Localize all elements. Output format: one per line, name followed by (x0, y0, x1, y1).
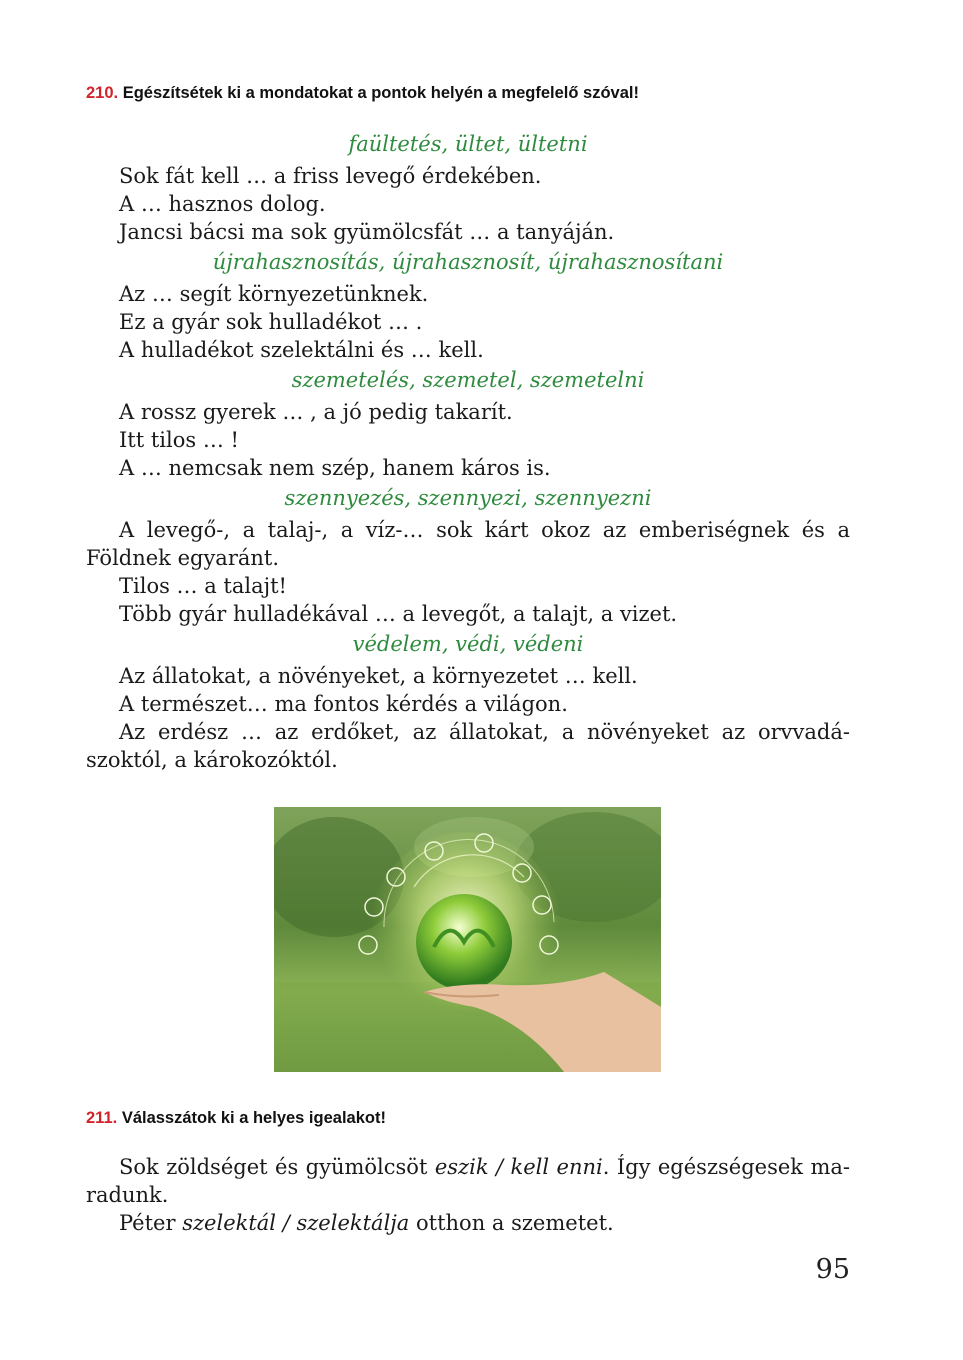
sentence: Jancsi bácsi ma sok gyümölcsfát … a tanyáján. (119, 220, 615, 244)
verb-option: szelektálja (296, 1211, 410, 1235)
separator: / (488, 1155, 511, 1179)
text: . Így egészségesek ma-radunk. (86, 1155, 850, 1207)
choice-sentence-1 (86, 1153, 850, 1209)
word-bank-3: szemetelés, szemetel, szemetelni (291, 368, 645, 392)
task-211-body (86, 1153, 850, 1237)
task-210-heading (86, 84, 639, 103)
text: Péter (119, 1211, 183, 1235)
text: Sok zöldséget és gyümölcsöt (119, 1155, 435, 1179)
sentence: A hulladékot szelektálni és … kell. (119, 338, 484, 362)
sentence: Az erdész … az erdőket, az állatokat, a növényeket az orvvadá-szoktól, a károkozóktól. (86, 720, 850, 772)
word-bank-1: faültetés, ültet, ültetni (348, 132, 588, 156)
page-number: 95 (815, 1254, 850, 1285)
word-bank-5: védelem, védi, védeni (352, 632, 584, 656)
verb-option: kell enni (510, 1155, 603, 1179)
separator: / (276, 1211, 297, 1235)
task-211-instruction: Válasszátok ki a helyes igealakot! (121, 1109, 386, 1127)
sentence: Itt tilos … ! (119, 428, 239, 452)
sentence: A levegő-, a talaj-, a víz-… sok kárt okoz az emberiségnek és a Földnek egyaránt. (86, 518, 850, 570)
sentence: A természet… ma fontos kérdés a világon. (119, 692, 568, 716)
text: otthon a szemetet. (409, 1211, 614, 1235)
task-211-number: 211. (86, 1109, 118, 1127)
task-211-heading (86, 1109, 386, 1128)
task-210-body (86, 128, 850, 774)
verb-option: szelektál (182, 1211, 277, 1235)
sentence: Ez a gyár sok hulladékot … . (119, 310, 423, 334)
task-210-instruction: Egészítsétek ki a mondatokat a pontok helyén a megfelelő szóval! (122, 84, 639, 102)
word-bank-4: szennyezés, szennyezi, szennyezni (284, 486, 652, 510)
sentence: A rossz gyerek … , a jó pedig takarít. (119, 400, 513, 424)
globe-in-hand-photo (274, 807, 661, 1072)
sentence: Sok fát kell … a friss levegő érdekében. (119, 164, 542, 188)
sentence: Több gyár hulladékával … a levegőt, a talajt, a vizet. (119, 602, 678, 626)
verb-option: eszik (434, 1155, 489, 1179)
sentence: Tilos … a talajt! (119, 574, 287, 598)
choice-sentence-2 (86, 1209, 850, 1237)
sentence: A … hasznos dolog. (119, 192, 326, 216)
sentence: A … nemcsak nem szép, hanem káros is. (119, 456, 551, 480)
sentence: Az állatokat, a növényeket, a környezetet … kell. (119, 664, 638, 688)
task-210-number: 210. (86, 84, 119, 102)
sentence: Az … segít környezetünknek. (119, 282, 429, 306)
word-bank-2: újrahasznosítás, újrahasznosít, újrahasznosítani (212, 250, 724, 274)
